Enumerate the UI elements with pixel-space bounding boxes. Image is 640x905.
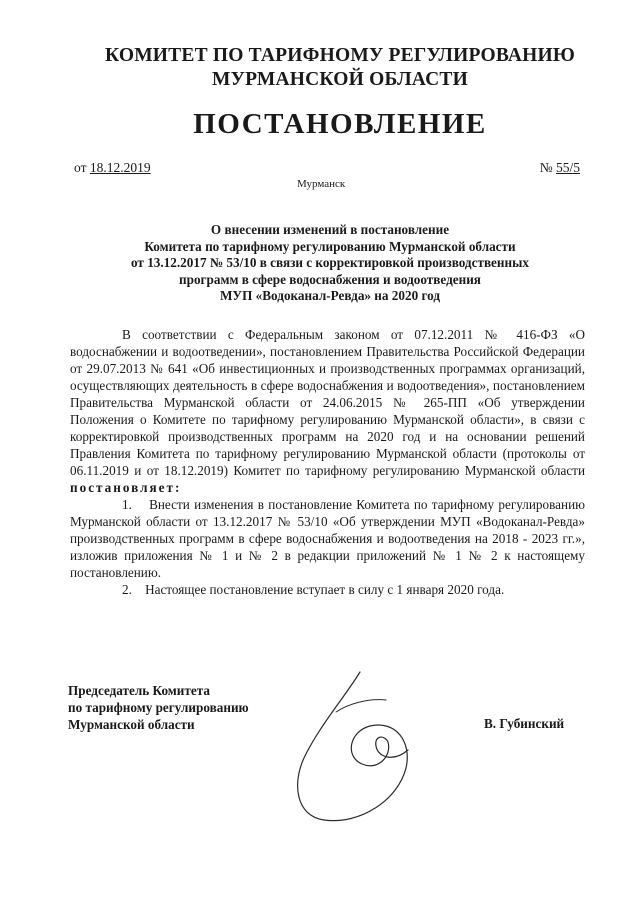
subject-line-5: МУП «Водоканал-Ревда» на 2020 год [219, 288, 441, 303]
signatory-title-line-2: по тарифному регулированию [68, 700, 249, 715]
preamble-text: В соответствии с Федеральным законом от 07.12.2011 № 416-ФЗ «О водоснабжении и водоотведении», постановлением Правительства Российской Федерации от 29.07.2013 № 641 «Об инвестиционных и производственных программах организаций, осуществляющих деятельность в сфере водоснабжения и водоотведения», постановлением Правительства Мурманской области от 24.06.2015 № 265-ПП «Об утверждении Положения о Комитете по тарифному регулированию Мурманской области», в связи с корректировкой производственных программ на 2020 год и на основании решений Правления Комитета по тарифному регулированию Мурманской области (протоколы от 06.11.2019 и от 18.12.2019) Комитет по тарифному регулированию Мурманской области [70, 327, 585, 478]
document-subject [70, 222, 590, 305]
date-prefix: от [74, 160, 90, 175]
clause-2 [70, 581, 585, 598]
number-value: 55/5 [555, 160, 580, 175]
document-number [540, 160, 580, 176]
org-line-2: МУРМАНСКОЙ ОБЛАСТИ [212, 69, 468, 90]
signatory-title-line-3: Мурманской области [68, 717, 195, 732]
document-body [70, 326, 585, 598]
clause-2-number: 2. [122, 582, 132, 597]
clause-1-number: 1. [122, 497, 132, 512]
document-date [74, 160, 151, 176]
handwritten-signature [278, 650, 438, 830]
org-line-1: КОМИТЕТ ПО ТАРИФНОМУ РЕГУЛИРОВАНИЮ [104, 45, 576, 66]
preamble-paragraph [70, 326, 585, 496]
resolves-colon: : [174, 480, 182, 495]
subject-line-2: Комитета по тарифному регулированию Мурманской области [144, 238, 516, 254]
organization-name [60, 44, 620, 92]
clause-2-text: Настоящее постановление вступает в силу с 1 января 2020 года. [145, 582, 505, 597]
subject-line-4: программ в сфере водоснабжения и водоотведения [179, 271, 481, 287]
signatory-title [68, 682, 249, 733]
resolves-word: постановляет [70, 480, 175, 495]
subject-line-3: от 13.12.2017 № 53/10 в связи с корректировкой производственных [131, 255, 529, 270]
signatory-title-line-1: Председатель Комитета [68, 683, 210, 698]
date-value: 18.12.2019 [89, 160, 151, 175]
document-type: ПОСТАНОВЛЕНИЕ [193, 108, 487, 140]
subject-line-1: О внесении изменений в постановление [210, 222, 450, 237]
clause-1 [70, 496, 585, 581]
signatory-name: В. Губинский [484, 716, 565, 731]
document-city: Мурманск [297, 178, 346, 190]
number-prefix: № [539, 160, 556, 175]
clause-1-text: Внести изменения в постановление Комитета по тарифному регулированию Мурманской области от 13.12.2017 № 53/10 «Об утверждении МУП «Водоканал-Ревда» производственных программ в сфере водоснабжения и водоотведения на 2018 - 2023 гг.», изложив приложения № 1 и № 2 в редакции приложений № 1 № 2 к настоящему постановлению. [70, 497, 585, 580]
